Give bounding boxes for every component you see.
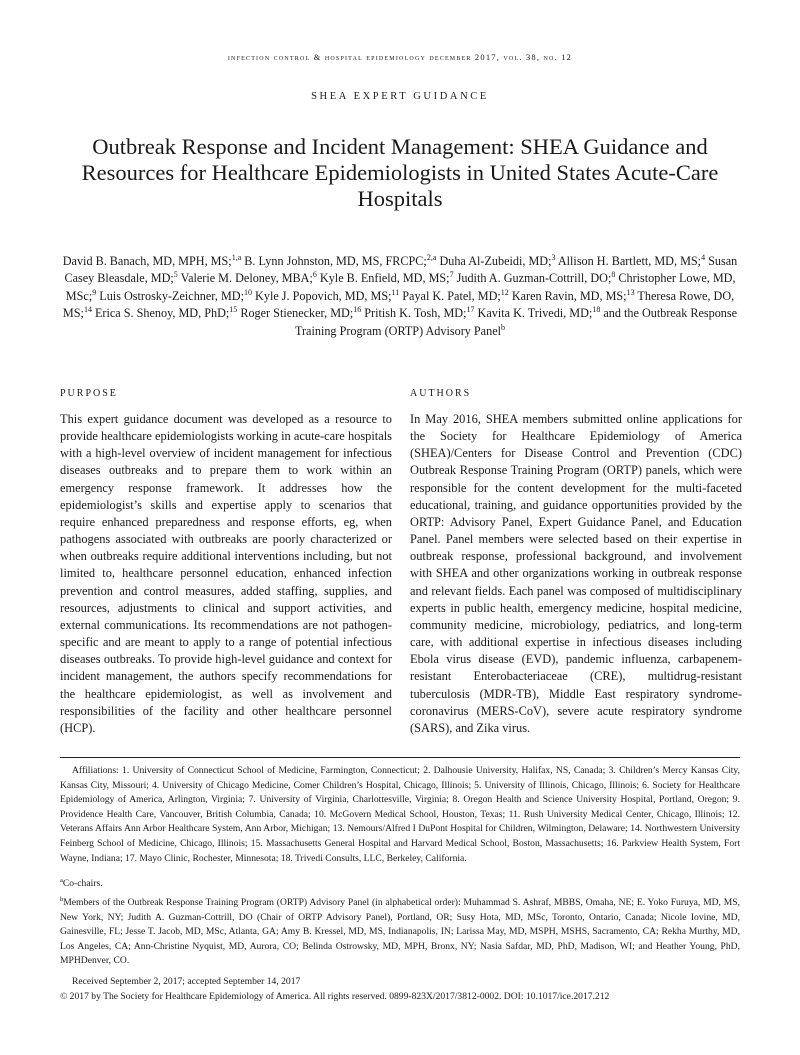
author-name: David B. Banach, MD, MPH, MS; — [62, 254, 232, 268]
author-affiliation-mark: 12 — [500, 287, 509, 297]
author — [457, 271, 616, 285]
author-affiliation-mark: 7 — [449, 270, 454, 280]
author-name: Roger Stienecker, MD; — [240, 306, 354, 321]
author-name: Kyle B. Enfield, MD, MS; — [319, 271, 450, 286]
author-affiliation-mark: 4 — [701, 252, 706, 262]
author-affiliation-mark: 5 — [173, 270, 178, 280]
author — [240, 306, 361, 320]
author-affiliation-mark: 18 — [592, 305, 601, 315]
author — [63, 254, 242, 268]
author-name: Duha Al-Zubeidi, MD; — [439, 254, 552, 268]
authors-text: In May 2016, SHEA members submitted online applications for the Society for Healthcare Epidemiology of America (SHEA)/Centers for Disease Control and Prevention (CDC) Outbreak Response Training Program (ORTP) panels, which were responsible for the content development for the multi-faceted educational, training, and guidance opportunities provided by the ORTP: Advisory Panel, Expert Guidance Panel, and Education Panel. Panel members were selected based on their expertise in outbreak response, professional background, and involvement with SHEA and other organizations working in outbreak response and relevant fields. Each panel was composed of multidisciplinary experts in public health, emergency medicine, hospital medicine, community medicine, microbiology, pediatrics, and long-term care, with additional expertise in infectious diseases including Ebola virus disease (EVD), pandemic influenza, carbapenem-resistant Enterobacteriaceae (CRE), multidrug-resistant tuberculosis (MDR-TB), Middle East respiratory syndrome-coronavirus (MERS-CoV), severe acute respiratory syndrome (SARS), and Zika virus. — [410, 412, 742, 735]
author-name: Allison H. Bartlett, MD, MS; — [557, 254, 702, 268]
footnote-b-text: Members of the Outbreak Response Training Program (ORTP) Advisory Panel (in alphabetical order): Muhammad S. Ashraf, MBBS, Omaha, NE; E. Yoko Furuya, MD, MS, New York, NY; Judith A. Guzman-Cottrill, DO (Chair of ORTP Advisory Panel), Portland, OR; Susy Hota, MD, MSc, Toronto, Ontario, Canada; Nicole Iovine, MD, Gainesville, FL; Jesse T. Jacob, MD, MSc, Atlanta, GA; Amy B. Kressel, MD, MS, Indianapolis, IN; Larissa May, MD, MSPH, MSHS, Sacramento, CA; Rekha Murthy, MD, Los Angeles, CA; Ann-Christine Nyquist, MD, Aurora, CO; Belinda Ostrowsky, MD, MPH, Bronx, NY; Nasia Safdar, MD, PhD, Madison, WI; and Heather Young, PhD, MPHDenver, CO. — [60, 897, 740, 967]
author-affiliation-mark: 6 — [312, 270, 317, 280]
author-name: Kyle J. Popovich, MD, MS; — [255, 288, 392, 303]
author-affiliation-mark: 8 — [611, 270, 616, 280]
author-name: Karen Ravin, MD, MS; — [511, 288, 627, 303]
authors-heading: AUTHORS — [410, 388, 472, 399]
author-affiliation-mark: 1,a — [231, 252, 242, 262]
footnote-a — [60, 877, 740, 892]
author — [244, 254, 436, 268]
author-name: Erica S. Shenoy, MD, PhD; — [94, 306, 230, 321]
running-header: infection control & hospital epidemiology december 2017, vol. 38, no. 12 — [227, 52, 573, 62]
author-name: Kavita K. Trivedi, MD; — [477, 306, 593, 321]
author-list — [55, 253, 745, 340]
author-affiliation-mark: 11 — [391, 287, 400, 297]
received-dates: Received September 2, 2017; accepted September 14, 2017 — [72, 976, 301, 987]
author — [558, 254, 705, 268]
author-name: Valerie M. Deloney, MBA; — [180, 271, 313, 286]
author — [512, 289, 635, 303]
author-name: Theresa Rowe, DO, MS; — [62, 288, 735, 321]
footnote-a-text: Co-chairs. — [62, 878, 103, 889]
affiliations: Affiliations: 1. University of Connecticut School of Medicine, Farmington, Connecticut; 2. Dalhousie University, Halifax, NS, Canada; 3. Children’s Mercy Kansas City, Kansas City, Missouri; 4. University of Chicago Medicine, Comer Children’s Hospital, Chicago, Illinois; 5. University of Illinois, Chicago, Illinois; 6. Society for Healthcare Epidemiology of America, Arlington, Virginia; 7. University of Virginia, Charlottesville, Virginia; 8. Oregon Health and Science University Hospital, Portland, Oregon; 9. Providence Health Care, Vancouver, British Columbia, Canada; 10. McGovern Medical School, Houston, Texas; 11. Rush University Medical Center, Chicago, Illinois; 12. Veterans Affairs Ann Arbor Healthcare System, Ann Arbor, Michigan; 13. Nemours/Alfred I DuPont Hospital for Children, Wilmington, Delaware; 14. Northwestern University Feinberg School of Medicine, Chicago, Illinois; 15. Massachusetts General Hospital and Harvard Medical School, Boston, Massachusetts; 16. Parkview Health System, Fort Wayne, Indiana; 17. Mayo Clinic, Rochester, Minnesota; 18. Trivedi Consults, LLC, Berkeley, California. — [60, 765, 740, 864]
author-affiliation-mark: 9 — [92, 287, 97, 297]
author-name: Christopher Lowe, MD, MSc; — [65, 271, 736, 303]
author-name: Susan Casey Bleasdale, MD; — [64, 254, 738, 286]
footnote-b — [60, 896, 740, 969]
author-affiliation-mark: b — [501, 322, 505, 332]
author — [478, 306, 601, 320]
purpose-heading: PURPOSE — [60, 388, 118, 399]
purpose-text: This expert guidance document was developed as a resource to provide healthcare epidemiologists working in acute-care hospitals with a high-level overview of incident management for infectious diseases outbreaks and to prepare them to work within an emergency response framework. It addresses how the epidemiologist’s skills and expertise apply to scenarios that require enhanced preparedness and response efforts, eg, when pathogens associated with outbreaks are poorly characterized or when outbreaks require additional interventions including, but not limited to, healthcare personnel education, enhanced infection prevention and control measures, added staffing, supplies, and resources, adjustments to clinical and support activities, and external communications. Its recommendations are not pathogen-specific and are meant to apply to a range of potential infectious diseases outbreaks. To provide high-level guidance and context for incident management, the authors specify recommendations for the healthcare epidemiologist, as well as involvement and responsibilities of the facility and other healthcare personnel (HCP). — [60, 412, 392, 735]
author-name: Judith A. Guzman-Cottrill, DO; — [456, 271, 612, 286]
author — [364, 306, 474, 320]
section-kicker: SHEA EXPERT GUIDANCE — [311, 91, 489, 102]
author — [320, 271, 454, 285]
author-affiliation-mark: 17 — [466, 305, 475, 315]
author — [255, 289, 399, 303]
author-affiliation-mark: 14 — [83, 305, 92, 315]
author-affiliation-mark: 15 — [229, 305, 238, 315]
purpose-section — [60, 388, 392, 737]
author-affiliation-mark: 16 — [353, 305, 362, 315]
author-name: B. Lynn Johnston, MD, MS, FRCPC; — [244, 254, 427, 268]
author — [402, 289, 509, 303]
footnote-a-mark: a — [60, 876, 63, 884]
author-name: Luis Ostrosky-Zeichner, MD; — [99, 288, 244, 303]
author — [99, 289, 252, 303]
author-name: and the Outbreak Response Training Program (ORTP) Advisory Panel — [294, 306, 738, 338]
author-name: Payal K. Patel, MD; — [402, 288, 501, 303]
copyright-line: © 2017 by The Society for Healthcare Epidemiology of America. All rights reserved. 0899-823X/2017/3812-0002. DOI: 10.1017/ice.2017.212 — [60, 991, 610, 1002]
footnote-divider — [60, 757, 740, 758]
author — [439, 254, 555, 268]
author-name: Pritish K. Tosh, MD; — [364, 306, 467, 321]
author-affiliation-mark: 2,a — [426, 252, 437, 262]
author-affiliation-mark: 3 — [551, 252, 556, 262]
authors-section — [410, 388, 742, 737]
article-title: Outbreak Response and Incident Management: SHEA Guidance and Resources for Healthcare Epidemiologists in United States Acute-Care Hospitals — [81, 134, 719, 211]
author-affiliation-mark: 10 — [244, 287, 252, 297]
author-affiliation-mark: 13 — [626, 287, 635, 297]
footnote-b-mark: b — [60, 895, 64, 903]
author — [95, 306, 237, 320]
author — [181, 271, 317, 285]
